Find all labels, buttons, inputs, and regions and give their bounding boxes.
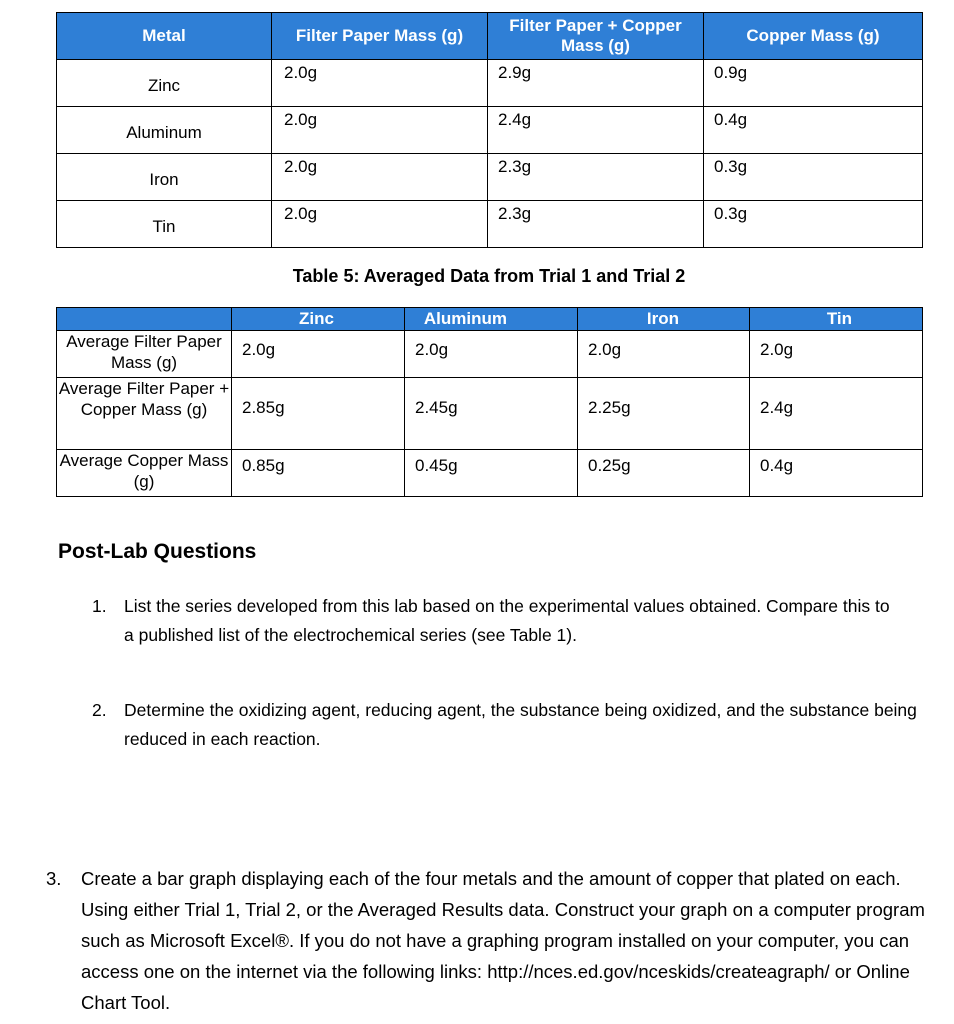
- zinc-cell: 2.0g: [232, 331, 405, 378]
- copper-mass-cell: 0.3g: [704, 154, 923, 201]
- averaged-data-table: [56, 307, 923, 497]
- metal-cell: Tin: [57, 201, 272, 248]
- filter-paper-copper-mass-cell: 2.4g: [488, 107, 704, 154]
- copper-mass-cell: 0.3g: [704, 201, 923, 248]
- table-row: [57, 154, 923, 201]
- question-text[interactable]: List the series developed from this lab based on the experimental values obtained. Compare this to a published list of the electrochemical series (see Table 1).: [124, 596, 890, 645]
- table-header-row: [57, 308, 923, 331]
- header-aluminum: Aluminum: [405, 308, 578, 331]
- iron-cell: 0.25g: [578, 450, 750, 497]
- metal-cell: Zinc: [57, 60, 272, 107]
- header-filter-paper-copper-mass: Filter Paper + Copper Mass (g): [488, 13, 704, 60]
- filter-paper-mass-cell: 2.0g: [272, 60, 488, 107]
- copper-mass-cell: 0.4g: [704, 107, 923, 154]
- post-lab-title: Post-Lab Questions: [58, 540, 257, 563]
- copper-mass-cell: 0.9g: [704, 60, 923, 107]
- tin-cell: 0.4g: [750, 450, 923, 497]
- aluminum-cell: 2.0g: [405, 331, 578, 378]
- filter-paper-mass-cell: 2.0g: [272, 201, 488, 248]
- filter-paper-copper-mass-cell: 2.9g: [488, 60, 704, 107]
- table-row: [57, 60, 923, 107]
- header-iron: Iron: [578, 308, 750, 331]
- header-blank: [57, 308, 232, 331]
- question-text[interactable]: Determine the oxidizing agent, reducing agent, the substance being oxidized, and the substance being reduced in each reaction.: [124, 700, 917, 749]
- metal-cell: Aluminum: [57, 107, 272, 154]
- header-zinc: Zinc: [232, 308, 405, 331]
- row-label: Average Copper Mass (g): [57, 450, 232, 497]
- row-label: Average Filter Paper + Copper Mass (g): [57, 378, 232, 450]
- metal-cell: Iron: [57, 154, 272, 201]
- header-copper-mass: Copper Mass (g): [704, 13, 923, 60]
- header-metal: Metal: [57, 13, 272, 60]
- table-row: [57, 201, 923, 248]
- question-number: 2.: [92, 700, 107, 720]
- aluminum-cell: 0.45g: [405, 450, 578, 497]
- table-header-row: [57, 13, 923, 60]
- filter-paper-mass-cell: 2.0g: [272, 107, 488, 154]
- header-filter-paper-mass: Filter Paper Mass (g): [272, 13, 488, 60]
- iron-cell: 2.0g: [578, 331, 750, 378]
- zinc-cell: 0.85g: [232, 450, 405, 497]
- tin-cell: 2.4g: [750, 378, 923, 450]
- iron-cell: 2.25g: [578, 378, 750, 450]
- aluminum-cell: 2.45g: [405, 378, 578, 450]
- table-row: [57, 107, 923, 154]
- question-number: 3.: [46, 868, 62, 889]
- question-number: 1.: [92, 596, 107, 616]
- question-text[interactable]: Create a bar graph displaying each of the four metals and the amount of copper that plated on each. Using either Trial 1, Trial 2, or the Averaged Results data. Construct your graph on a computer program such as Microsoft Excel®. If you do not have a graphing program installed on your computer, you can access one on the internet via the following links: http://nces.ed.gov/nceskids/createagraph/ or Online Chart Tool.: [81, 868, 925, 1013]
- table-row: [57, 331, 923, 378]
- header-tin: Tin: [750, 308, 923, 331]
- tin-cell: 2.0g: [750, 331, 923, 378]
- zinc-cell: 2.85g: [232, 378, 405, 450]
- filter-paper-copper-mass-cell: 2.3g: [488, 201, 704, 248]
- table-caption: Table 5: Averaged Data from Trial 1 and Trial 2: [292, 266, 686, 286]
- copper-mass-table: [56, 12, 923, 248]
- table-row: [57, 378, 923, 450]
- question-1: [92, 592, 892, 650]
- row-label: Average Filter Paper Mass (g): [57, 331, 232, 378]
- table-row: [57, 450, 923, 497]
- filter-paper-mass-cell: 2.0g: [272, 154, 488, 201]
- question-2: [92, 696, 922, 754]
- filter-paper-copper-mass-cell: 2.3g: [488, 154, 704, 201]
- question-3: [46, 863, 936, 1018]
